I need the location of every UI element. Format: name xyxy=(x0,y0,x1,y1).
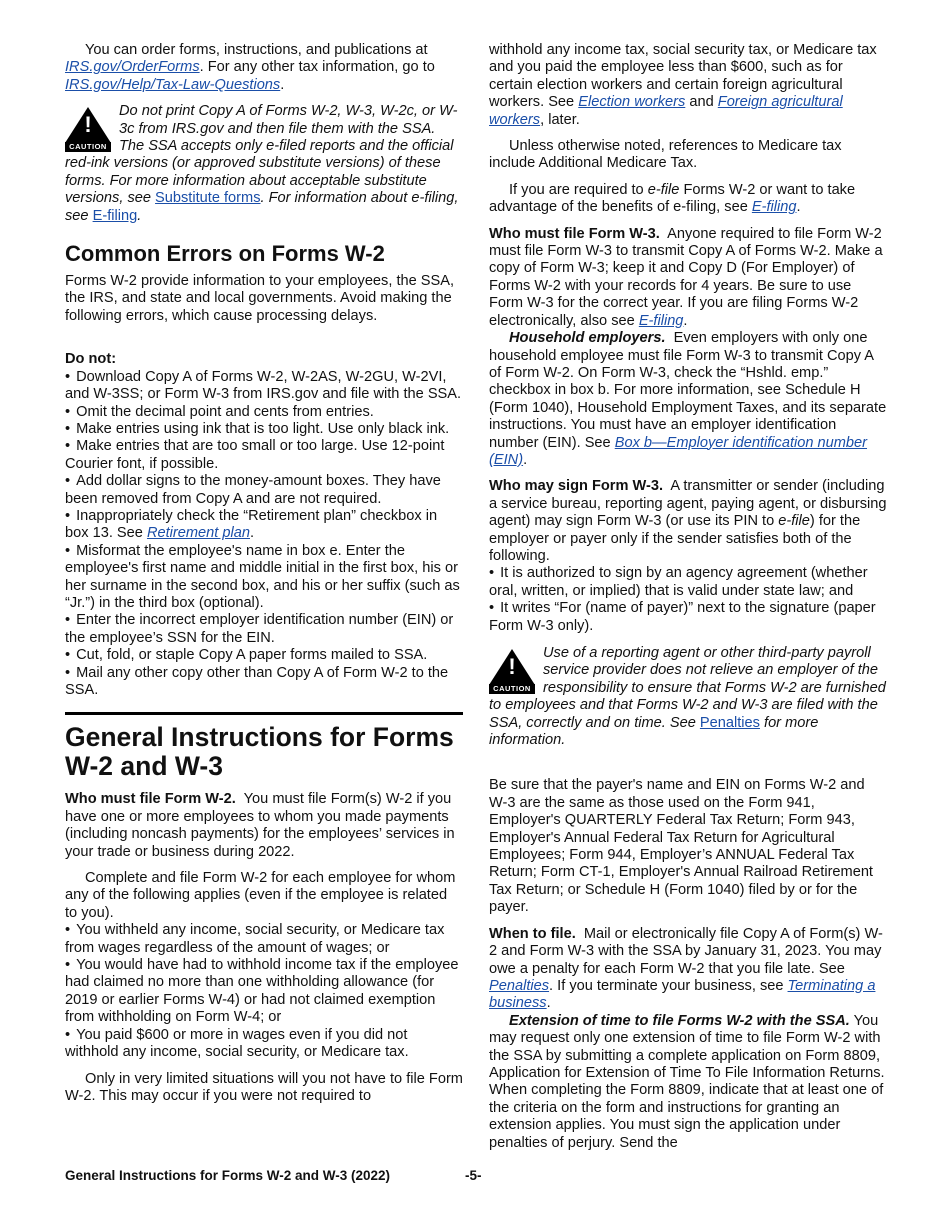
list-item: • Enter the incorrect employer identification number (EIN) or the employee’s SSN for the EIN. xyxy=(65,612,463,647)
list-item: • Omit the decimal point and cents from entries. xyxy=(65,404,463,421)
limited-situations-paragraph: Only in very limited situations will you not have to file Form W-2. This may occur if you were not required to xyxy=(65,1070,463,1104)
link-box-b-ein[interactable]: Box b—Employer identification number (EIN) xyxy=(489,434,868,468)
list-item: • Make entries using ink that is too light. Use only black ink. xyxy=(65,421,463,438)
heading-common-errors: Common Errors on Forms W-2 xyxy=(65,241,385,267)
continued-paragraph: withhold any income tax, social security tax, or Medicare tax and you paid the employee less than $600, such as for certain election workers and certain foreign agricultural workers. See Election workers and Foreign agricultural workers, later. xyxy=(489,42,877,128)
section-divider xyxy=(65,712,463,715)
list-item: • Inappropriately check the “Retirement plan” checkbox in box 13. See Retirement plan. xyxy=(65,508,463,543)
caution-note-copy-a: ! CAUTION Do not print Copy A of Forms W-2, W-3, W-2c, or W-3c from IRS.gov and then file them with the SSA. The SSA accepts only e-filed reports and the official red-ink versions (or approved substitute versions) of these forms. For more information about acceptable substitute versions, see Substitute forms. For information about e-filing, see E-filing. xyxy=(65,103,459,224)
list-item: • You paid $600 or more in wages even if you did not withhold any income, social security, or Medicare tax. xyxy=(65,1027,463,1062)
do-not-label: Do not: xyxy=(65,351,117,368)
page-number: -5- xyxy=(465,1168,482,1183)
link-tax-law-questions[interactable]: IRS.gov/Help/Tax-Law-Questions xyxy=(65,76,281,93)
link-e-filing[interactable]: E-filing xyxy=(751,199,797,216)
list-item: • Misformat the employee's name in box e. Enter the employee's first name and middle initial in the first box, his or her surname in the second box, and his or her suffix (such as “Jr.”) in the third box (optional). xyxy=(65,543,463,613)
caution-note-reporting-agent: ! CAUTION Use of a reporting agent or other third-party payroll service provider does not relieve an employer of the responsibility to ensure that Forms W-2 are furnished to employees and that Forms W-2 and W-3 are filed with the SSA, correctly and on time. See Penalties for more information. xyxy=(489,645,886,749)
list-item: • Mail any other copy other than Copy A of Form W-2 to the SSA. xyxy=(65,665,463,700)
who-must-file-w3-paragraph: Who must file Form W-3. Anyone required to file Form W-2 must file Form W-3 to transmit Copy A of Forms W-2. Make a copy of Form W-3; keep it and Copy D (For Employer) of Forms W-2 with your records for 4 years. Be sure to use Form W-3 for the correct year. If you are filing Forms W-2 electronically, also see E-filing. xyxy=(489,225,883,329)
who-must-file-w2-paragraph: Who must file Form W-2. You must file Form(s) W-2 if you have one or more employees to whom you made payments (including noncash payments) for the employees’ services in your trade or business during 2022. xyxy=(65,791,455,860)
link-foreign-agricultural-workers[interactable]: Foreign agricultural workers xyxy=(489,94,843,128)
footer-title: General Instructions for Forms W-2 and W-3 (2022) xyxy=(65,1168,391,1183)
list-item: • It writes “For (name of payer)” next to the signature (paper Form W-3 only). xyxy=(489,600,887,635)
common-errors-paragraph: Forms W-2 provide information to your employees, the SSA, the IRS, and state and local governments. Avoid making the following errors, which cause processing delays. xyxy=(65,273,455,324)
link-election-workers[interactable]: Election workers xyxy=(578,94,686,111)
link-e-filing[interactable]: E-filing xyxy=(92,207,138,224)
payer-name-paragraph: Be sure that the payer's name and EIN on Forms W-2 and W-3 are the same as those used on the Form 941, Employer's QUARTERLY Federal Tax Return; Form 943, Employer's Annual Federal Tax Return for Agricultural Employees; Form 944, Employer’s ANNUAL Federal Tax Return; Form CT-1, Employer's Annual Railroad Retirement Tax Return; or Schedule H (Form 1040) filed by or for the payer. xyxy=(489,777,873,916)
order-forms-paragraph: You can order forms, instructions, and publications at IRS.gov/OrderForms. For any other tax information, go to IRS.gov/Help/Tax-Law-Questions. xyxy=(65,42,435,93)
link-penalties[interactable]: Penalties xyxy=(489,977,550,994)
caution-icon: ! CAUTION xyxy=(489,649,535,693)
list-item: • It is authorized to sign by an agency agreement (whether oral, written, or implied) that is valid under state law; and xyxy=(489,565,887,600)
heading-general-instructions: General Instructions for Forms W-2 and W-3 xyxy=(65,722,454,782)
household-employers-paragraph: Household employers. Even employers with only one household employee must file Form W-3 to transmit Copy A of Form W-2. On Form W-3, check the “Hshld. emp.” checkbox in box b. For more information, see Schedule H (Form 1040), Household Employment Taxes, and its separate instructions. You must have an employer identification number (EIN). See Box b—Employer identification number (EIN). xyxy=(489,330,887,468)
efile-paragraph: If you are required to e-file Forms W-2 or want to take advantage of the benefits of e-filing, see E-filing. xyxy=(489,181,856,216)
when-to-file-paragraph: When to file. Mail or electronically file Copy A of Form(s) W-2 and Form W-3 with the SSA by January 31, 2023. You may owe a penalty for each Form W-2 that you file late. See Penalties. If you terminate your business, see Terminating a business. xyxy=(489,925,883,1012)
caution-icon: ! CAUTION xyxy=(65,107,111,151)
link-order-forms[interactable]: IRS.gov/OrderForms xyxy=(65,59,200,76)
extension-paragraph: Extension of time to file Forms W-2 with the SSA. You may request only one extension of time to file Form W-2 with the SSA by submitting a complete application on Form 8809, Application for Extension of Time To File Information Returns. When completing the Form 8809, indicate that at least one of the criteria on the form and instructions for granting an extension applies. You must sign the application under penalties of perjury. Send the xyxy=(489,1012,885,1151)
who-may-sign-paragraph: Who may sign Form W-3. A transmitter or sender (including a service bureau, reporting agent, paying agent, or disbursing agent) may sign Form W-3 (or use its PIN to e-file) for the employer or payer only if the sender satisfies both of the following. xyxy=(489,478,887,564)
link-terminating-business[interactable]: Terminating a business xyxy=(489,977,876,1012)
left-column xyxy=(65,42,463,1105)
list-item: • Add dollar signs to the money-amount boxes. They have been removed from Copy A and are not required. xyxy=(65,473,463,508)
complete-file-paragraph: Complete and file Form W-2 for each employee for whom any of the following applies (even if the employee is related to you). xyxy=(65,870,456,921)
list-item: • Cut, fold, or staple Copy A paper forms mailed to SSA. xyxy=(65,647,463,664)
page-footer xyxy=(65,1168,885,1183)
list-item: • You withheld any income, social security, or Medicare tax from wages regardless of the amount of wages; or xyxy=(65,922,463,957)
link-substitute-forms[interactable]: Substitute forms xyxy=(155,190,261,207)
list-item: • You would have had to withhold income tax if the employee had claimed no more than one withholding allowance (for 2019 or earlier Forms W-4) or had not claimed exemption from withholding on Form W-4; or xyxy=(65,957,463,1027)
link-e-filing[interactable]: E-filing xyxy=(638,312,684,329)
link-retirement-plan[interactable]: Retirement plan xyxy=(146,525,250,542)
medicare-paragraph: Unless otherwise noted, references to Medicare tax include Additional Medicare Tax. xyxy=(489,138,842,172)
link-penalties[interactable]: Penalties xyxy=(699,714,760,731)
right-column xyxy=(489,42,887,1152)
list-item: • Download Copy A of Forms W-2, W-2AS, W-2GU, W-2VI, and W-3SS; or Form W-3 from IRS.gov and file with the SSA. xyxy=(65,369,463,404)
list-item: • Make entries that are too small or too large. Use 12-point Courier font, if possible. xyxy=(65,438,463,473)
